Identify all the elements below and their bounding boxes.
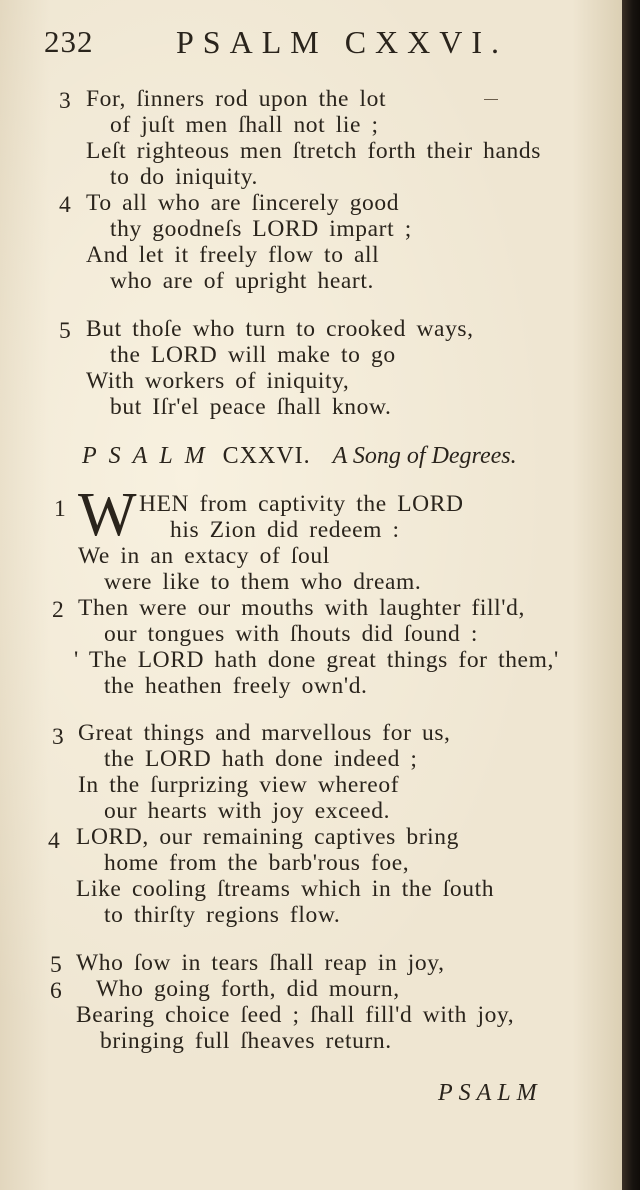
- drop-cap: W: [78, 481, 137, 549]
- page-number: 232: [44, 24, 94, 59]
- verse-number: 4: [59, 192, 71, 218]
- verse-number: 4: [48, 828, 60, 854]
- verse-line: Who ſow in tears ſhall reap in joy,: [76, 950, 445, 976]
- verse-number: 5: [50, 952, 62, 978]
- verse-line: LORD, our remaining captives bring: [76, 824, 459, 850]
- verse-line: to do iniquity.: [110, 164, 258, 190]
- verse-number: 2: [52, 597, 64, 623]
- verse-line: the LORD will make to go: [110, 342, 396, 368]
- verse-number: 3: [52, 724, 64, 750]
- verse-line: Who going forth, did mourn,: [96, 976, 400, 1002]
- ink-mark: [484, 99, 498, 100]
- page-edge-shadow: [622, 0, 640, 1190]
- verse-line: our tongues with ſhouts did ſound :: [104, 621, 478, 647]
- verse-line: Bearing choice ſeed ; ſhall fill'd with joy,: [76, 1002, 515, 1028]
- verse-number: 3: [59, 88, 71, 114]
- verse-line: Leſt righteous men ſtretch forth their hands: [86, 138, 542, 164]
- verse-line: our hearts with joy exceed.: [104, 798, 391, 824]
- verse-line: home from the barb'rous foe,: [104, 850, 410, 876]
- verse-line: of juſt men ſhall not lie ;: [110, 112, 379, 138]
- verse-line: We in an extacy of ſoul: [78, 543, 330, 569]
- verse-line: For, ſinners rod upon the lot: [86, 86, 387, 112]
- verse-line: To all who are ſincerely good: [86, 190, 400, 216]
- verse-line: who are of upright heart.: [110, 268, 374, 294]
- verse-line: Then were our mouths with laughter fill'd,: [78, 595, 525, 621]
- psalm-title: [82, 443, 517, 470]
- verse-line: Like cooling ſtreams which in the ſouth: [76, 876, 495, 902]
- psalm-word: PSALM: [82, 443, 217, 469]
- verse-line: the heathen freely own'd.: [104, 673, 368, 699]
- verse-line: bringing full ſheaves return.: [100, 1028, 392, 1054]
- verse-line: to thirſty regions flow.: [104, 902, 341, 928]
- running-head: PSALM CXXVI.: [176, 24, 509, 60]
- verse-number: 1: [54, 496, 66, 522]
- verse-line: ' The LORD hath done great things for them,': [74, 647, 559, 673]
- verse-line: his Zion did redeem :: [170, 517, 400, 543]
- verse-line: And let it freely flow to all: [86, 242, 380, 268]
- verse-line: With workers of iniquity,: [86, 368, 350, 394]
- verse-line: thy goodneſs LORD impart ;: [110, 216, 412, 242]
- verse-line: HEN from captivity the LORD: [139, 491, 464, 517]
- verse-line: In the ſurprizing view whereof: [78, 772, 400, 798]
- verse-line: were like to them who dream.: [104, 569, 422, 595]
- verse-line: but Iſr'el peace ſhall know.: [110, 394, 392, 420]
- verse-number: 5: [59, 318, 71, 344]
- verse-line: Great things and marvellous for us,: [78, 720, 451, 746]
- psalm-subtitle: A Song of Degrees.: [332, 443, 517, 469]
- verse-number: 6: [50, 978, 62, 1004]
- psalm-number: CXXVI.: [222, 443, 311, 469]
- catchword: PSALM: [438, 1080, 543, 1106]
- verse-line: But thoſe who turn to crooked ways,: [86, 316, 474, 342]
- verse-line: the LORD hath done indeed ;: [104, 746, 418, 772]
